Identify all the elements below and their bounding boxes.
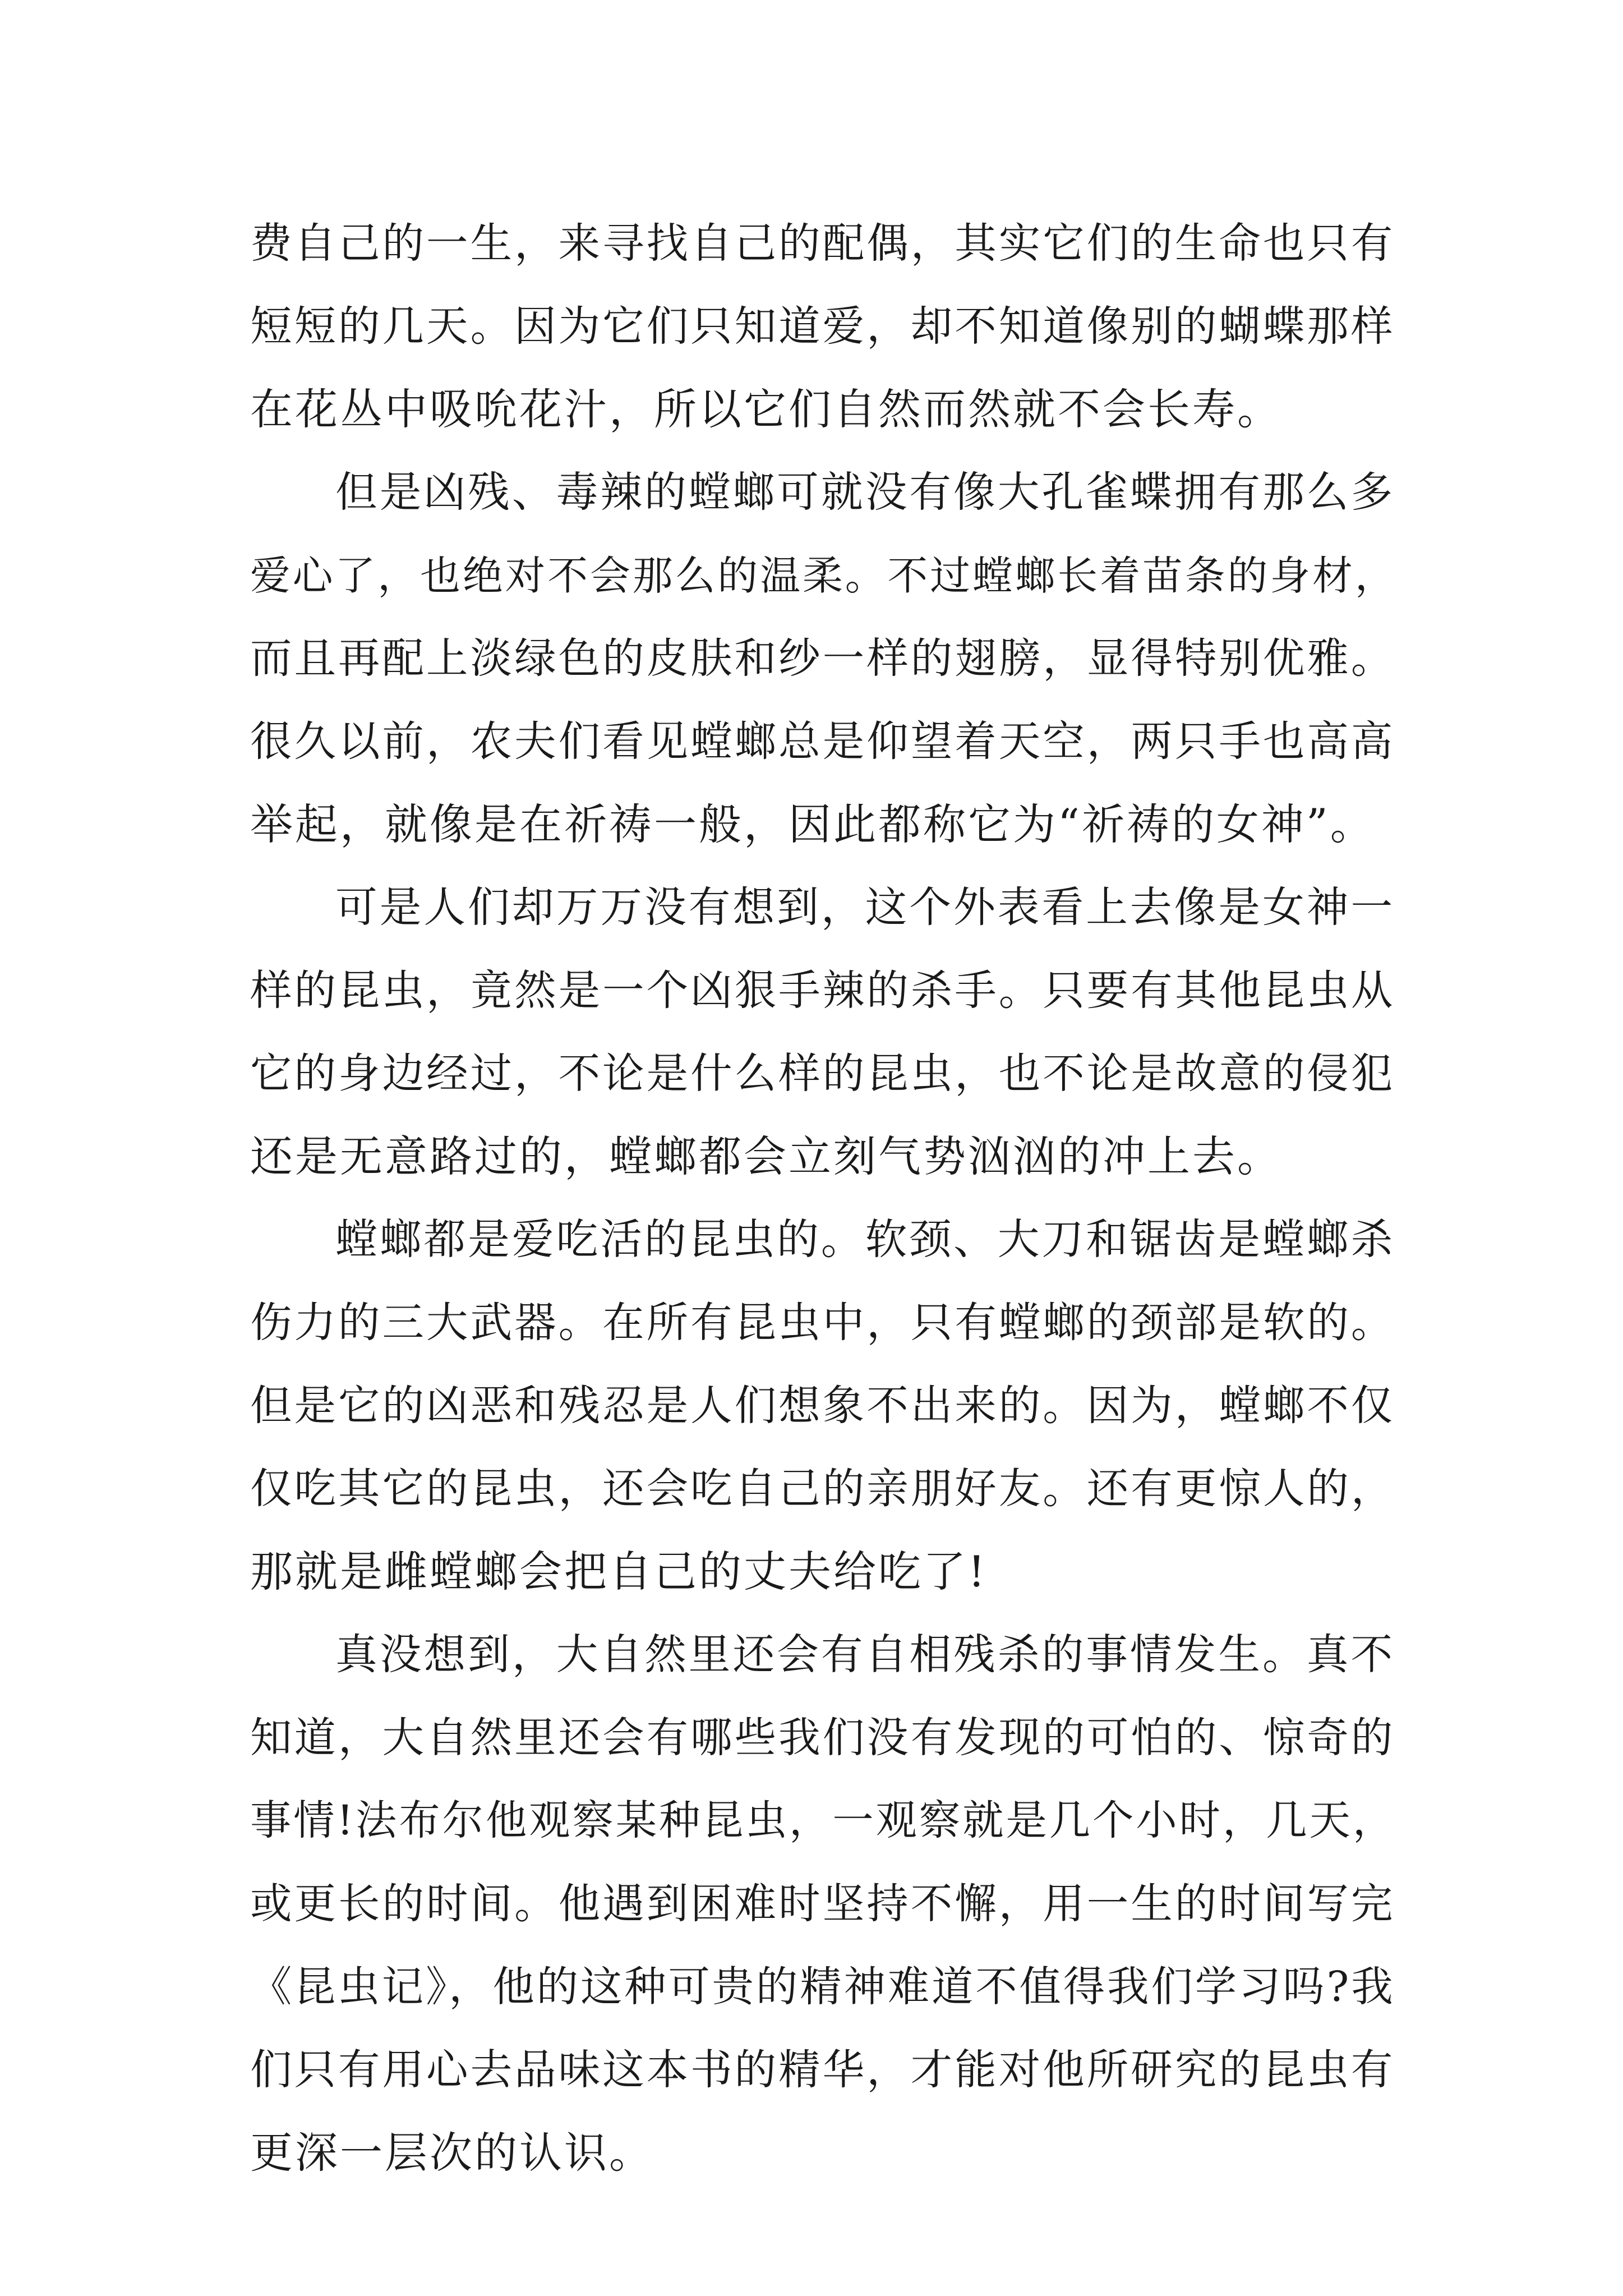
text-line: 样的昆虫，竟然是一个凶狠手辣的杀手。只要有其他昆虫从 [250,966,1395,1015]
text-line: 们只有用心去品味这本书的精华，才能对他所研究的昆虫有 [250,2045,1395,2094]
paragraph-first-line: 可是人们却万万没有想到，这个外表看上去像是女神一 [335,883,1395,932]
text-line: 或更长的时间。他遇到困难时坚持不懈，用一生的时间写完 [250,1879,1395,1928]
text-line: 费自己的一生，来寻找自己的配偶，其实它们的生命也只有 [250,219,1395,268]
text-line: 《昆虫记》，他的这种可贵的精神难道不值得我们学习吗?我 [250,1962,1395,2011]
text-line: 举起，就像是在祈祷一般，因此都称它为“祈祷的女神”。 [250,799,1375,849]
text-line: 知道，大自然里还会有哪些我们没有发现的可怕的、惊奇的 [250,1713,1395,1762]
paragraph-first-line: 真没想到，大自然里还会有自相残杀的事情发生。真不 [335,1630,1395,1679]
body-text [250,202,1398,2194]
text-line: 更深一层次的认识。 [250,2128,654,2178]
text-line: 仅吃其它的昆虫，还会吃自己的亲朋好友。还有更惊人的， [250,1464,1395,1513]
text-line: 它的身边经过，不论是什么样的昆虫，也不论是故意的侵犯 [250,1049,1395,1098]
text-line: 但是它的凶恶和残忍是人们想象不出来的。因为，螳螂不仅 [250,1381,1395,1430]
text-line: 事情!法布尔他观察某种昆虫，一观察就是几个小时，几天， [250,1797,1396,1844]
text-line: 很久以前，农夫们看见螳螂总是仰望着天空，两只手也高高 [250,717,1395,766]
text-line: 还是无意路过的，螳螂都会立刻气势汹汹的冲上去。 [250,1131,1282,1181]
text-line: 而且再配上淡绿色的皮肤和纱一样的翅膀，显得特别优雅。 [250,634,1395,683]
paragraph-first-line: 螳螂都是爱吃活的昆虫的。软颈、大刀和锯齿是螳螂杀 [335,1215,1395,1264]
text-line: 短短的几天。因为它们只知道爱，却不知道像别的蝴蝶那样 [250,302,1395,351]
paragraph-first-line: 但是凶残、毒辣的螳螂可就没有像大孔雀蝶拥有那么多 [335,468,1395,517]
text-line: 伤力的三大武器。在所有昆虫中，只有螳螂的颈部是软的。 [250,1298,1395,1347]
text-line: 那就是雌螳螂会把自己的丈夫给吃了! [250,1547,988,1596]
text-line: 在花丛中吸吮花汁，所以它们自然而然就不会长寿。 [250,384,1282,434]
text-line: 爱心了，也绝对不会那么的温柔。不过螳螂长着苗条的身材， [250,552,1398,599]
